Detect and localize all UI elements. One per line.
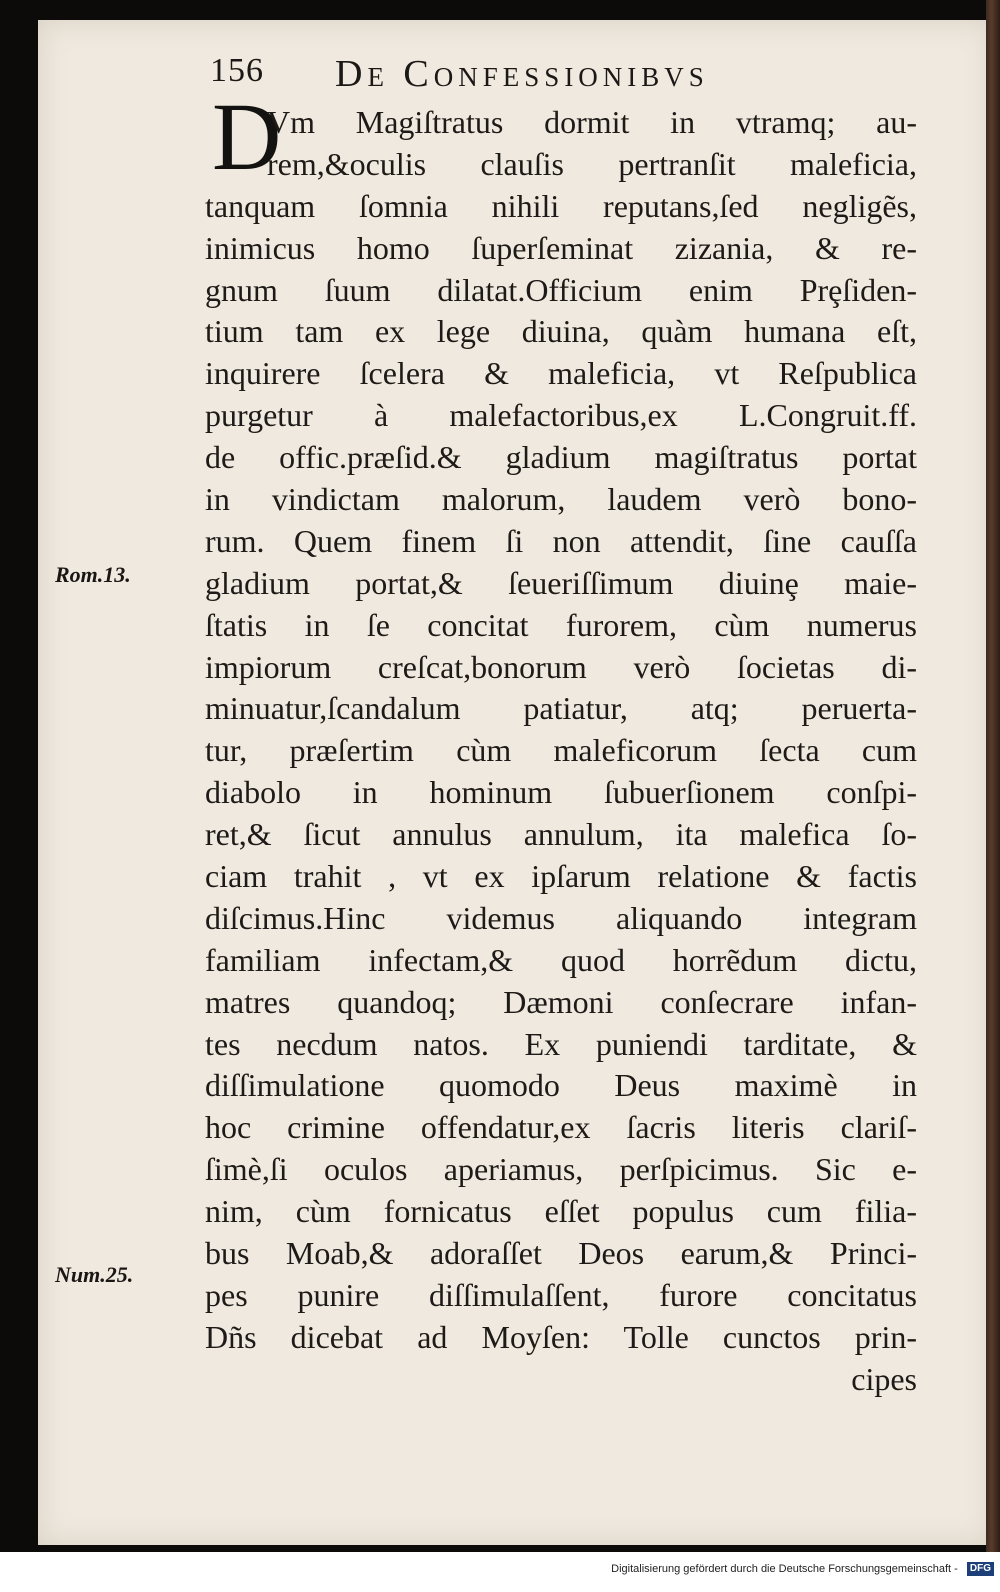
page-header	[210, 52, 830, 98]
text-line: ciam trahit , vt ex ipſarum relatione & factis	[205, 858, 917, 895]
text-line: matres quandoq; Dæmoni conſecrare infan-	[205, 983, 917, 1020]
drop-cap: D	[212, 83, 282, 190]
text-line: purgetur à malefactoribus,ex L.Congruit.ff.	[205, 397, 917, 434]
text-line: bus Moab,& adoraſſet Deos earum,& Princi-	[205, 1235, 917, 1272]
text-line: Dñs dicebat ad Moyſen: Tolle cunctos prin-	[205, 1318, 917, 1355]
text-line: nim, cùm fornicatus eſſet populus cum filia-	[205, 1193, 917, 1230]
text-line: impiorum creſcat,bonorum verò ſocietas di-	[205, 648, 917, 685]
text-block	[205, 102, 917, 1401]
text-line: tanquam ſomnia nihili reputans,ſed negligẽs,	[205, 187, 917, 224]
text-line: gnum ſuum dilatat.Officium enim Prȩſiden-	[205, 271, 917, 308]
marginal-note-num: Num.25.	[55, 1262, 134, 1287]
text-line: Vm Magiſtratus dormit in vtramq; au-	[267, 104, 917, 140]
page-number: 156	[210, 52, 264, 89]
text-line: tes necdum natos. Ex puniendi tarditate, &	[205, 1025, 917, 1062]
text-line: gladium portat,& ſeueriſſimum diuinȩ maie-	[205, 564, 917, 601]
book-spine-edge	[986, 0, 1000, 1552]
text-line: ret,& ſicut annulus annulum, ita malefica ſo-	[205, 816, 917, 853]
catchword: cipes	[851, 1360, 917, 1397]
text-line: pes punire diſſimulaſſent, furore concitatus	[205, 1276, 917, 1313]
text-line: diſcimus.Hinc videmus aliquando integram	[205, 899, 917, 936]
dfg-logo: DFG	[967, 1562, 994, 1576]
text-line: rem,&oculis clauſis pertranſit maleficia,	[267, 145, 917, 182]
text-line: in vindictam malorum, laudem verò bono-	[205, 481, 917, 518]
credit-text: Digitalisierung gefördert durch die Deutsche Forschungsgemeinschaft -	[611, 1562, 958, 1575]
text-line: rum. Quem finem ſi non attendit, ſine cauſſa	[205, 522, 917, 559]
running-head: De Confessionibvs	[335, 53, 709, 95]
text-line: diabolo in hominum ſubuerſionem conſpi-	[205, 774, 917, 811]
text-line: inquirere ſcelera & maleficia, vt Reſpublica	[205, 355, 917, 392]
text-line: inimicus homo ſuperſeminat zizania, & re-	[205, 229, 917, 266]
text-line: de offic.præſid.& gladium magiſtratus portat	[205, 439, 917, 476]
text-line: ſimè,ſi oculos aperiamus, perſpicimus. Sic e-	[205, 1151, 917, 1188]
text-line: tium tam ex lege diuina, quàm humana eſt,	[205, 313, 917, 350]
text-line: tur, præſertim cùm maleficorum ſecta cum	[205, 732, 917, 769]
marginal-note-rom: Rom.13.	[55, 562, 131, 587]
text-line: familiam infectam,& quod horrẽdum dictu,	[205, 941, 917, 978]
text-line: hoc crimine offendatur,ex ſacris literis clariſ-	[205, 1109, 917, 1146]
digitization-credit	[611, 1562, 994, 1576]
text-line: diſſimulatione quomodo Deus maximè in	[205, 1067, 917, 1104]
text-line: ſtatis in ſe concitat furorem, cùm numerus	[205, 606, 917, 643]
text-line: minuatur,ſcandalum patiatur, atq; peruerta-	[205, 690, 917, 727]
